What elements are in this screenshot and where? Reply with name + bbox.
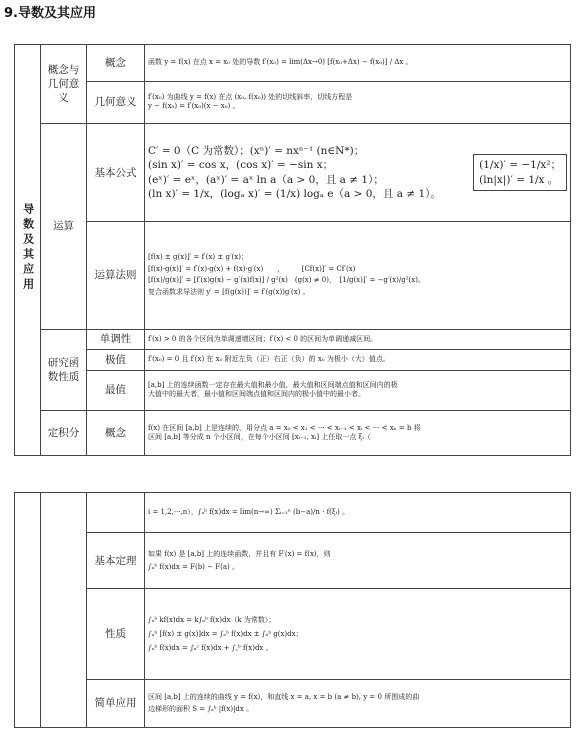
formula-box: (1/x)′ = −1/x²； (ln|x|)′ = 1/x 。	[473, 154, 567, 190]
section-label-continued	[15, 493, 41, 728]
row-label-monotonic: 单调性	[87, 329, 145, 349]
integral-concept-text: f(x) 在区间 [a,b] 上是连续的，用分点 a = x₀ < x₁ < ··· < xᵢ₋₁ < xᵢ < ··· < xₙ = b 将 区间 [a,b] 等分成 n 个小区间，在每个小区间 [xᵢ₋₁, xᵢ] 上任取一点 ξᵢ（	[145, 411, 571, 456]
concept-definition: 函数 y = f(x) 在点 x = x₀ 处的导数 f′(x₀) = lim(Δx→0) [f(x₀+Δx) − f(x₀)] / Δx 。	[145, 45, 571, 82]
lower-table	[14, 492, 571, 728]
row-label-fundamental: 基本定理	[87, 533, 145, 589]
row-label-concept: 概念	[87, 45, 145, 82]
row-label-application: 简单应用	[87, 679, 145, 727]
group-research: 研究函数性质	[41, 329, 87, 410]
group-concept: 概念与几何意义	[41, 45, 87, 124]
upper-table	[14, 44, 571, 456]
geometry-text: f′(x₀) 为曲线 y = f(x) 在点 (x₀, f(x₀)) 处的切线斜率，切线方程是 y − f(x₀) = f′(x₀)(x − x₀) 。	[145, 81, 571, 124]
maxmin-text: [a,b] 上的连续函数一定存在最大值和最小值，最大值和区间端点值和区间内的极 大值中的最大者，最小值和区间端点值和区间内的极小值中的最小者。	[145, 370, 571, 411]
group-operations: 运算	[41, 124, 87, 329]
rules-text: [f(x) ± g(x)]′ = f′(x) ± g′(x)； [f(x)·g(x)]′ = f′(x)·g(x) + f(x)·g′(x) ， [Cf(x)]′ = Cf′(x) [f(x)/g(x)]′ = [f′(x)g(x) − g′(x)f(x)] / g²(x) (g(x) ≠ 0)， [1/g(x)]′ = −g′(x)/g²(x)。 复合函数求导法则 y′ = [f(g(x))]′ = f′(g(x))g′(x) 。	[145, 221, 571, 329]
basic-formula-list: C′ = 0（C 为常数）；(xⁿ)′ = nxⁿ⁻¹ (n∈N*)； (sin x)′ = cos x，(cos x)′ = −sin x； (eˣ)′ = eˣ，(aˣ)′ = aˣ ln a（a > 0，且 a ≠ 1）； (ln x)′ = 1/x，(logₐ x)′ = (1/x) logₐ e（a > 0，且 a ≠ 1）。	[148, 145, 441, 200]
page-title: 9.导数及其应用	[4, 6, 96, 21]
basic-formulas	[145, 124, 571, 222]
row-label-extreme: 极值	[87, 350, 145, 370]
section-label: 导数及其应用	[15, 45, 41, 456]
integral-definition-cont: i = 1,2,···,n），∫ₐᵇ f(x)dx = lim(n→∞) Σᵢ₌₁ⁿ (b−a)/n · f(ξᵢ) 。	[145, 493, 571, 533]
row-label-basic: 基本公式	[87, 124, 145, 222]
application-text: 区间 [a,b] 上的连续的曲线 y = f(x)，和直线 x = a, x = b (a ≠ b), y = 0 所围成的曲 边梯形的面积 S = ∫ₐᵇ |f(x)|dx 。	[145, 679, 571, 727]
extreme-text: f′(x₀) = 0 且 f′(x) 在 x₀ 附近左负（正）右正（负）的 x₀ 为极小（大）值点。	[145, 350, 571, 370]
row-label-properties: 性质	[87, 589, 145, 679]
row-label-integral-cont	[87, 493, 145, 533]
monotonic-text: f′(x) > 0 的各个区间为单调递增区间；f′(x) < 0 的区间为单调递减区间。	[145, 329, 571, 349]
row-label-integral-concept: 概念	[87, 411, 145, 456]
row-label-geometry: 几何意义	[87, 81, 145, 124]
fundamental-text: 如果 f(x) 是 [a,b] 上的连续函数，并且有 F′(x) = f(x)，则 ∫ₐᵇ f(x)dx = F(b) − F(a) 。	[145, 533, 571, 589]
row-label-maxmin: 最值	[87, 370, 145, 411]
group-integral: 定积分	[41, 411, 87, 456]
properties-text: ∫ₐᵇ kf(x)dx = k∫ₐᵇ f(x)dx（k 为常数）； ∫ₐᵇ [f(x) ± g(x)]dx = ∫ₐᵇ f(x)dx ± ∫ₐᵇ g(x)dx； ∫ₐᵇ f(x)dx = ∫ₐᶜ f(x)dx + ∫꜀ᵇ f(x)dx 。	[145, 589, 571, 679]
row-label-rules: 运算法则	[87, 221, 145, 329]
group-integral-continued	[41, 493, 87, 728]
